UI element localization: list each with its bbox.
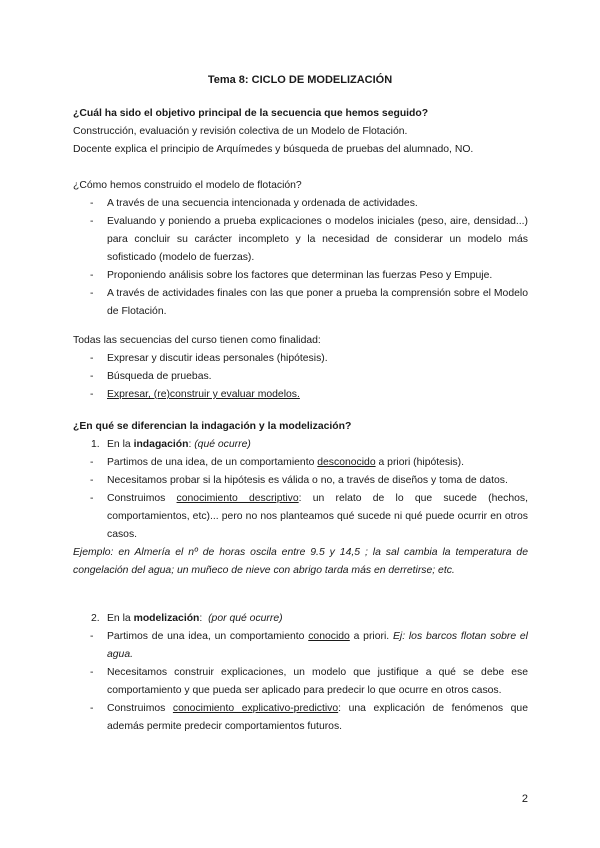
- term-bold: indagación: [133, 439, 189, 450]
- text: Construimos: [107, 493, 177, 504]
- underlined-text: conocido: [308, 631, 350, 642]
- underlined-text: Expresar, (re)construir y evaluar modelos.: [107, 389, 300, 400]
- underlined-text: conocimiento descriptivo: [176, 493, 299, 504]
- text: a priori.: [349, 631, 393, 642]
- item-number: 1.: [91, 439, 100, 450]
- text: En la: [107, 439, 134, 450]
- question-heading: ¿En qué se diferencian la indagación y la modelización?: [73, 421, 352, 432]
- list-item: - A través de una secuencia intencionada y ordenada de actividades.: [73, 195, 528, 213]
- list-item: [73, 700, 528, 736]
- text: :: [199, 613, 203, 624]
- text: :: [188, 439, 192, 450]
- list-item: [73, 628, 528, 664]
- page-title: Tema 8: CICLO DE MODELIZACIÓN: [207, 74, 393, 86]
- underlined-text: desconocido: [317, 457, 376, 468]
- list-item: [73, 454, 528, 472]
- section-construction: [73, 177, 528, 321]
- text: a priori (hipótesis).: [375, 457, 464, 468]
- text: : una explicación de fenómenos que además permite predecir comportamientos futuros.: [107, 703, 528, 732]
- term-note: (qué ocurre): [194, 439, 251, 450]
- paragraph-line: Todas las secuencias del curso tienen como finalidad:: [73, 335, 321, 346]
- term-bold: modelización: [133, 613, 200, 624]
- underlined-text: conocimiento explicativo-predictivo: [172, 703, 339, 714]
- numbered-item-modelizacion: [73, 610, 528, 628]
- list-item: [73, 386, 528, 404]
- list-item: - Expresar y discutir ideas personales (hipótesis).: [73, 350, 528, 368]
- item-number: 2.: [91, 613, 100, 624]
- example-text: Ejemplo: en Almería el nº de horas oscila entre 9.5 y 14,5 ; la sal cambia la temperatura de congelación del agua; un muñeco de nieve con abrigo tarda más en derretirse; etc.: [73, 547, 528, 576]
- text: : un relato de lo que sucede (hechos, comportamientos, etc)... pero no nos planteamos qué sucede ni qué puede ocurrir en otros casos.: [107, 493, 529, 540]
- section-modelizacion: [73, 610, 528, 736]
- list-item: [73, 490, 528, 544]
- italic-text: Ej: los barcos flotan sobre el agua.: [107, 631, 528, 660]
- list-item: - Búsqueda de pruebas.: [73, 368, 528, 386]
- text: Construimos: [107, 703, 173, 714]
- page-number: 2: [521, 793, 528, 805]
- text: Partimos de una idea, de un comportamiento: [107, 457, 318, 468]
- text: En la: [107, 613, 134, 624]
- text: Partimos de una idea, un comportamiento: [107, 631, 309, 642]
- list-item: - Necesitamos construir explicaciones, un modelo que justifique a qué se debe ese comportamiento y que pueda ser aplicado para predecir lo que ocurre en otros casos.: [73, 664, 528, 700]
- section-objective: [73, 105, 528, 159]
- list-item: - Evaluando y poniendo a prueba explicaciones o modelos iniciales (peso, aire, densidad...) para concluir su carácter incompleto y la necesidad de considerar un modelo más sofisticado (modelo de fuerzas).: [73, 213, 528, 267]
- paragraph-line: Docente explica el principio de Arquímedes y búsqueda de pruebas del alumnado, NO.: [73, 144, 474, 155]
- numbered-item-indagacion: [73, 436, 528, 454]
- paragraph-line: Construcción, evaluación y revisión colectiva de un Modelo de Flotación.: [73, 126, 408, 137]
- section-finality: [73, 332, 528, 404]
- question-heading: ¿Cuál ha sido el objetivo principal de la secuencia que hemos seguido?: [73, 108, 429, 119]
- list-item: - A través de actividades finales con las que poner a prueba la comprensión sobre el Modelo de Flotación.: [73, 285, 528, 321]
- section-difference: [73, 418, 528, 580]
- question-text: ¿Cómo hemos construido el modelo de flotación?: [73, 180, 302, 191]
- list-item: - Necesitamos probar si la hipótesis es válida o no, a través de diseños y toma de datos.: [73, 472, 528, 490]
- term-note: (por qué ocurre): [208, 613, 283, 624]
- list-item: - Proponiendo análisis sobre los factores que determinan las fuerzas Peso y Empuje.: [73, 267, 528, 285]
